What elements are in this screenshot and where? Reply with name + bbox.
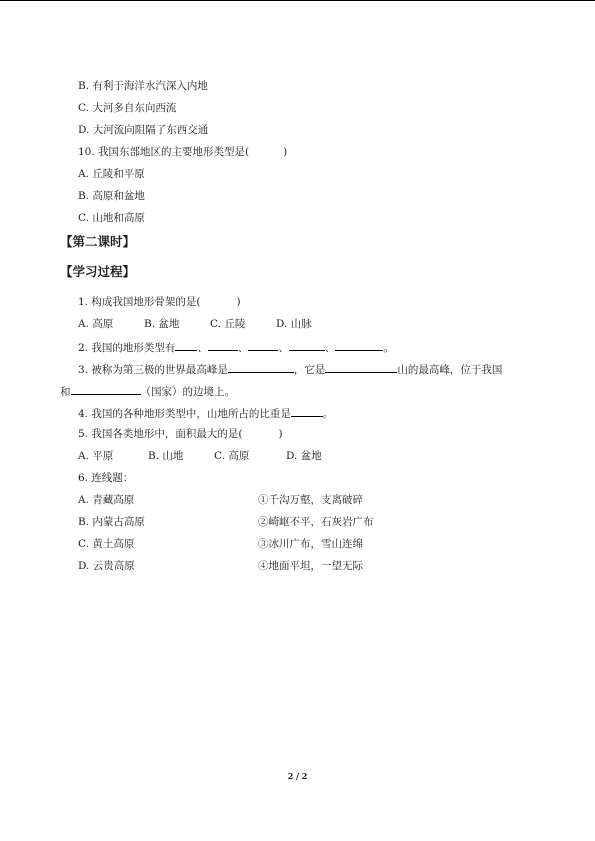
- question-1-options: [78, 317, 312, 331]
- top-rule: [0, 0, 595, 1]
- question-3-part-5: （国家）的边境上。: [140, 386, 235, 398]
- question-2: [78, 339, 394, 355]
- question-4: [78, 405, 333, 421]
- question-5-option-a: A. 平原: [78, 450, 114, 462]
- answer-blank[interactable]: [325, 361, 397, 373]
- question-1: [78, 295, 241, 309]
- question-3-part-3: 山的最高峰，位于我国: [397, 364, 503, 376]
- question-10: [78, 145, 287, 159]
- question-1-option-d: D. 山脉: [276, 318, 312, 330]
- question-10-option-a: A. 丘陵和平原: [78, 168, 145, 180]
- match-left-d: D. 云贵高原: [78, 560, 135, 572]
- answer-blank[interactable]: [291, 405, 323, 417]
- section-lesson-2: 【第二课时】: [60, 234, 136, 249]
- match-left-c: C. 黄土高原: [78, 538, 135, 550]
- separator: 、: [197, 342, 208, 354]
- question-1-option-a: A. 高原: [78, 318, 114, 330]
- question-4-stem: 4. 我国的各种地形类型中，山地所占的比重是: [78, 408, 291, 420]
- question-3-part-4: 和: [60, 386, 71, 398]
- question-3-part-1: 3. 被称为第三极的世界最高峰是: [78, 364, 228, 376]
- answer-blank[interactable]: [175, 339, 197, 351]
- match-right-2: ②崎岖不平，石灰岩广布: [258, 516, 374, 528]
- answer-blank[interactable]: [71, 383, 141, 395]
- question-5-stem: 5. 我国各类地形中，面积最大的是(: [78, 428, 243, 440]
- question-10-close: ): [283, 146, 288, 158]
- separator: 、: [324, 342, 336, 354]
- separator: 、: [237, 342, 249, 354]
- question-3-line-2: [60, 383, 235, 399]
- answer-blank[interactable]: [248, 339, 278, 351]
- question-5-option-b: B. 山地: [148, 450, 184, 462]
- period: 。: [383, 342, 394, 354]
- separator: 、: [278, 342, 289, 354]
- period: 。: [322, 408, 334, 420]
- question-5-options: [78, 449, 322, 463]
- prev-option-c: C. 大河多自东向西流: [78, 102, 177, 114]
- question-6-stem: 6. 连线题：: [78, 472, 134, 484]
- question-10-option-b: B. 高原和盆地: [78, 190, 145, 202]
- question-1-close: ): [236, 296, 241, 308]
- question-1-option-b: B. 盆地: [144, 318, 180, 330]
- question-3-line-1: [78, 361, 502, 377]
- answer-blank[interactable]: [289, 339, 325, 351]
- question-5: [78, 427, 283, 441]
- question-1-stem: 1. 构成我国地形骨架的是(: [78, 296, 201, 308]
- prev-option-b: B. 有利于海洋水汽深入内地: [78, 80, 208, 92]
- section-learning-process: 【学习过程】: [60, 264, 136, 279]
- answer-blank[interactable]: [208, 339, 238, 351]
- match-right-4: ④地面平坦，一望无际: [258, 560, 363, 572]
- question-10-option-c: C. 山地和高原: [78, 212, 145, 224]
- match-right-3: ③冰川广布，雪山连绵: [258, 538, 363, 550]
- question-2-stem: 2. 我国的地形类型有: [78, 342, 176, 354]
- question-10-stem: 10. 我国东部地区的主要地形类型是(: [78, 146, 250, 158]
- question-1-option-c: C. 丘陵: [210, 318, 246, 330]
- answer-blank[interactable]: [335, 339, 383, 351]
- question-5-option-c: C. 高原: [214, 450, 250, 462]
- match-left-a: A. 青藏高原: [78, 494, 135, 506]
- match-right-1: ①千沟万壑，支离破碎: [258, 494, 363, 506]
- question-5-close: ): [278, 428, 283, 440]
- page-number: 2 / 2: [287, 771, 308, 781]
- question-3-part-2: ，它是: [293, 364, 326, 376]
- prev-option-d: D. 大河流向阻隔了东西交通: [78, 124, 209, 136]
- answer-blank[interactable]: [228, 361, 294, 373]
- question-5-option-d: D. 盆地: [286, 450, 322, 462]
- match-left-b: B. 内蒙古高原: [78, 516, 145, 528]
